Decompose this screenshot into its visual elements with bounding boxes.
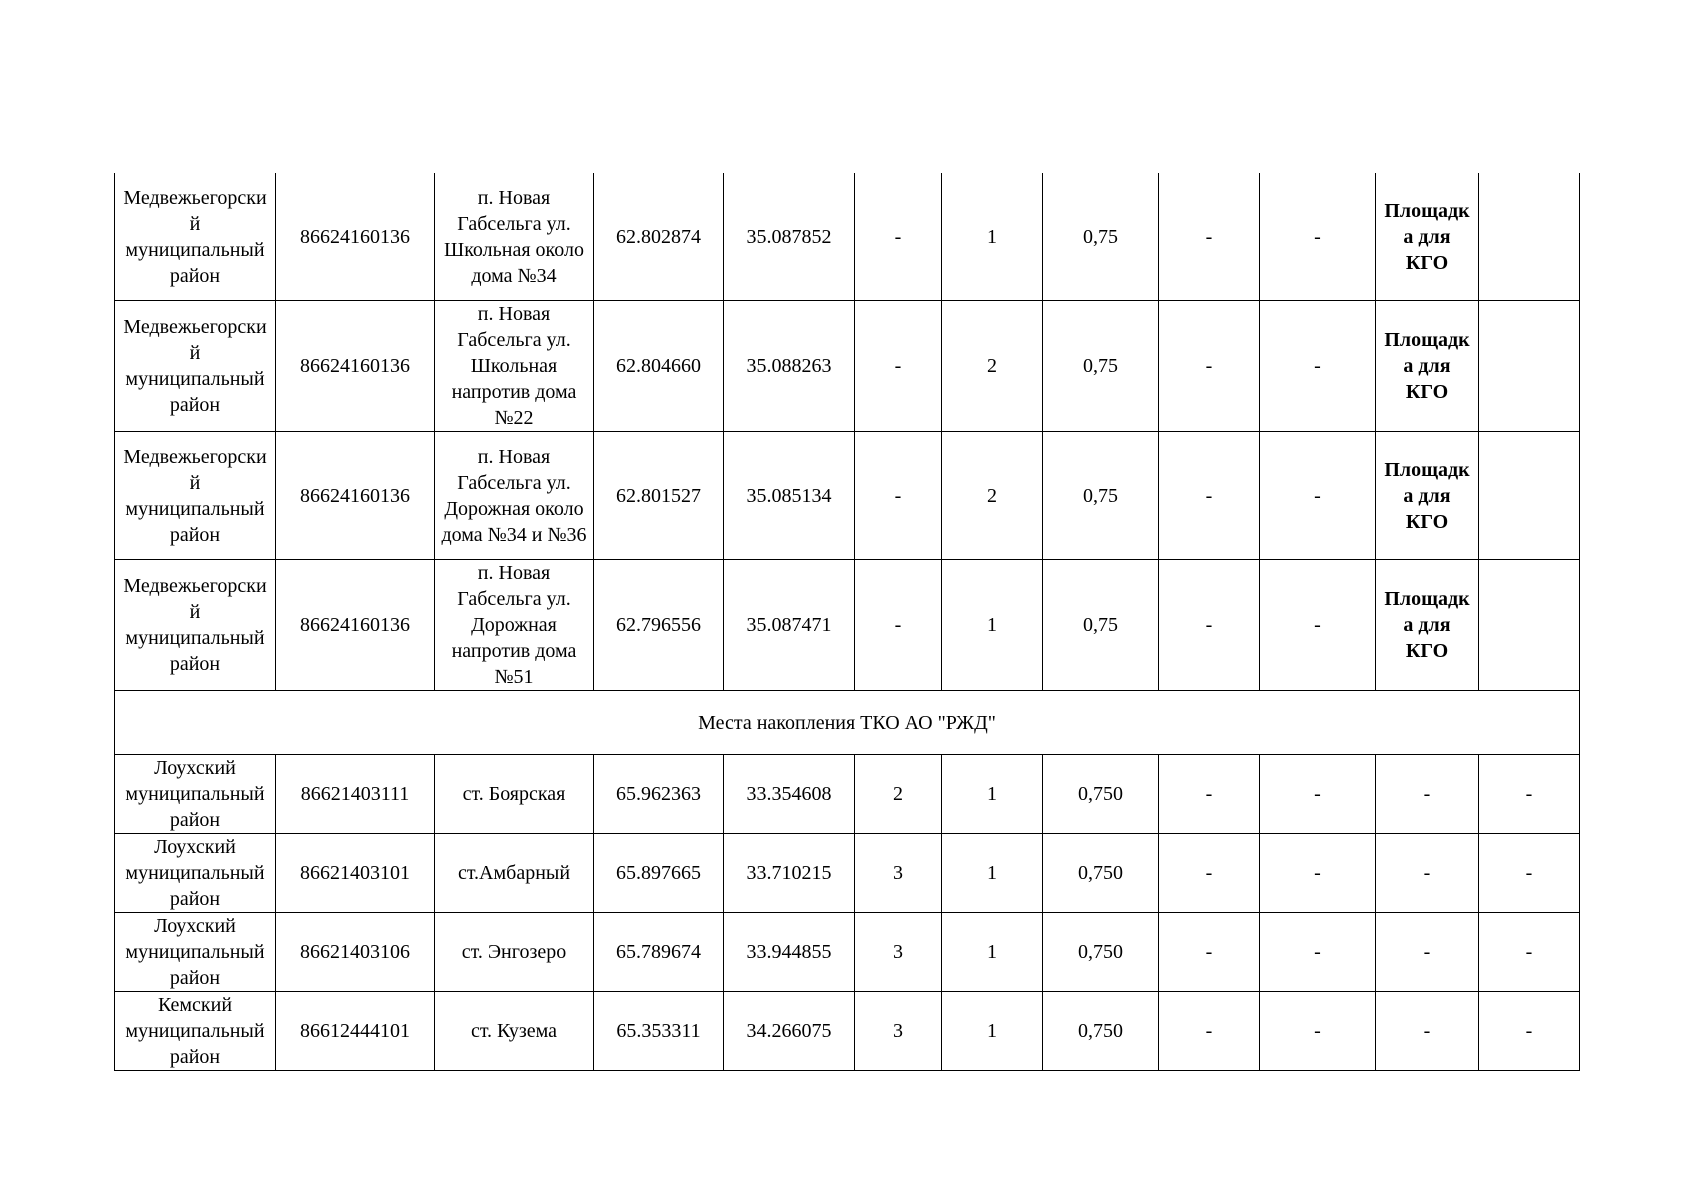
column-7-cell: 1 xyxy=(942,560,1043,691)
column-12-cell: - xyxy=(1479,992,1580,1071)
latitude-cell: 62.804660 xyxy=(594,301,724,432)
longitude-cell: 35.085134 xyxy=(724,432,855,560)
column-7-cell: 1 xyxy=(942,755,1043,834)
oktmo-cell: 86621403106 xyxy=(276,913,435,992)
volume-cell: 0,75 xyxy=(1043,432,1159,560)
latitude-cell: 62.801527 xyxy=(594,432,724,560)
volume-cell: 0,750 xyxy=(1043,755,1159,834)
column-6-cell: 3 xyxy=(855,834,942,913)
column-9-cell: - xyxy=(1159,173,1260,301)
address-cell: ст.Амбарный xyxy=(435,834,594,913)
column-10-cell: - xyxy=(1260,432,1376,560)
column-10-cell: - xyxy=(1260,173,1376,301)
address-cell: ст. Энгозеро xyxy=(435,913,594,992)
column-12-cell xyxy=(1479,173,1580,301)
address-cell: п. Новая Габсельга ул. Дорожная напротив дома №51 xyxy=(435,560,594,691)
column-7-cell: 2 xyxy=(942,301,1043,432)
latitude-cell: 65.789674 xyxy=(594,913,724,992)
column-12-cell xyxy=(1479,560,1580,691)
address-cell: п. Новая Габсельга ул. Школьная около дома №34 xyxy=(435,173,594,301)
address-cell: п. Новая Габсельга ул. Школьная напротив дома №22 xyxy=(435,301,594,432)
table-row xyxy=(115,301,1580,432)
district-cell: Лоухский муниципальный район xyxy=(115,755,276,834)
site-type-cell: - xyxy=(1376,834,1479,913)
district-cell: Медвежьегорский муниципальный район xyxy=(115,560,276,691)
site-type-cell: - xyxy=(1376,913,1479,992)
column-12-cell xyxy=(1479,301,1580,432)
table-row xyxy=(115,992,1580,1071)
oktmo-cell: 86621403101 xyxy=(276,834,435,913)
oktmo-cell: 86624160136 xyxy=(276,432,435,560)
column-6-cell: 3 xyxy=(855,913,942,992)
waste-sites-table xyxy=(114,173,1580,1071)
column-7-cell: 1 xyxy=(942,992,1043,1071)
column-6-cell: - xyxy=(855,432,942,560)
address-cell: ст. Боярская xyxy=(435,755,594,834)
volume-cell: 0,75 xyxy=(1043,301,1159,432)
column-7-cell: 1 xyxy=(942,834,1043,913)
latitude-cell: 65.897665 xyxy=(594,834,724,913)
volume-cell: 0,75 xyxy=(1043,560,1159,691)
district-cell: Кемский муниципальный район xyxy=(115,992,276,1071)
column-12-cell: - xyxy=(1479,913,1580,992)
address-cell: п. Новая Габсельга ул. Дорожная около дома №34 и №36 xyxy=(435,432,594,560)
column-9-cell: - xyxy=(1159,301,1260,432)
column-9-cell: - xyxy=(1159,755,1260,834)
site-type-cell: Площадка для КГО xyxy=(1376,301,1479,432)
column-6-cell: - xyxy=(855,560,942,691)
volume-cell: 0,750 xyxy=(1043,992,1159,1071)
site-type-cell: Площадка для КГО xyxy=(1376,173,1479,301)
longitude-cell: 35.087852 xyxy=(724,173,855,301)
longitude-cell: 33.710215 xyxy=(724,834,855,913)
address-cell: ст. Кузема xyxy=(435,992,594,1071)
section-title: Места накопления ТКО АО "РЖД" xyxy=(115,691,1580,755)
longitude-cell: 35.087471 xyxy=(724,560,855,691)
oktmo-cell: 86624160136 xyxy=(276,301,435,432)
district-cell: Лоухский муниципальный район xyxy=(115,913,276,992)
volume-cell: 0,750 xyxy=(1043,834,1159,913)
column-9-cell: - xyxy=(1159,432,1260,560)
latitude-cell: 62.802874 xyxy=(594,173,724,301)
column-10-cell: - xyxy=(1260,560,1376,691)
column-12-cell: - xyxy=(1479,755,1580,834)
column-9-cell: - xyxy=(1159,834,1260,913)
longitude-cell: 33.944855 xyxy=(724,913,855,992)
column-10-cell: - xyxy=(1260,913,1376,992)
latitude-cell: 62.796556 xyxy=(594,560,724,691)
district-cell: Лоухский муниципальный район xyxy=(115,834,276,913)
oktmo-cell: 86624160136 xyxy=(276,560,435,691)
site-type-cell: Площадка для КГО xyxy=(1376,432,1479,560)
column-9-cell: - xyxy=(1159,992,1260,1071)
column-10-cell: - xyxy=(1260,755,1376,834)
latitude-cell: 65.353311 xyxy=(594,992,724,1071)
column-9-cell: - xyxy=(1159,913,1260,992)
column-10-cell: - xyxy=(1260,834,1376,913)
column-12-cell: - xyxy=(1479,834,1580,913)
site-type-cell: - xyxy=(1376,992,1479,1071)
table-row xyxy=(115,755,1580,834)
column-6-cell: 2 xyxy=(855,755,942,834)
oktmo-cell: 86624160136 xyxy=(276,173,435,301)
column-7-cell: 2 xyxy=(942,432,1043,560)
table-row xyxy=(115,913,1580,992)
table-row xyxy=(115,560,1580,691)
column-7-cell: 1 xyxy=(942,913,1043,992)
volume-cell: 0,750 xyxy=(1043,913,1159,992)
volume-cell: 0,75 xyxy=(1043,173,1159,301)
longitude-cell: 34.266075 xyxy=(724,992,855,1071)
column-10-cell: - xyxy=(1260,992,1376,1071)
oktmo-cell: 86621403111 xyxy=(276,755,435,834)
longitude-cell: 33.354608 xyxy=(724,755,855,834)
column-6-cell: 3 xyxy=(855,992,942,1071)
column-9-cell: - xyxy=(1159,560,1260,691)
district-cell: Медвежьегорский муниципальный район xyxy=(115,432,276,560)
district-cell: Медвежьегорский муниципальный район xyxy=(115,173,276,301)
column-6-cell: - xyxy=(855,301,942,432)
site-type-cell: - xyxy=(1376,755,1479,834)
table-row xyxy=(115,432,1580,560)
oktmo-cell: 86612444101 xyxy=(276,992,435,1071)
longitude-cell: 35.088263 xyxy=(724,301,855,432)
table-row xyxy=(115,834,1580,913)
column-12-cell xyxy=(1479,432,1580,560)
latitude-cell: 65.962363 xyxy=(594,755,724,834)
column-7-cell: 1 xyxy=(942,173,1043,301)
column-10-cell: - xyxy=(1260,301,1376,432)
district-cell: Медвежьегорский муниципальный район xyxy=(115,301,276,432)
section-row xyxy=(115,691,1580,755)
site-type-cell: Площадка для КГО xyxy=(1376,560,1479,691)
table-row xyxy=(115,173,1580,301)
column-6-cell: - xyxy=(855,173,942,301)
